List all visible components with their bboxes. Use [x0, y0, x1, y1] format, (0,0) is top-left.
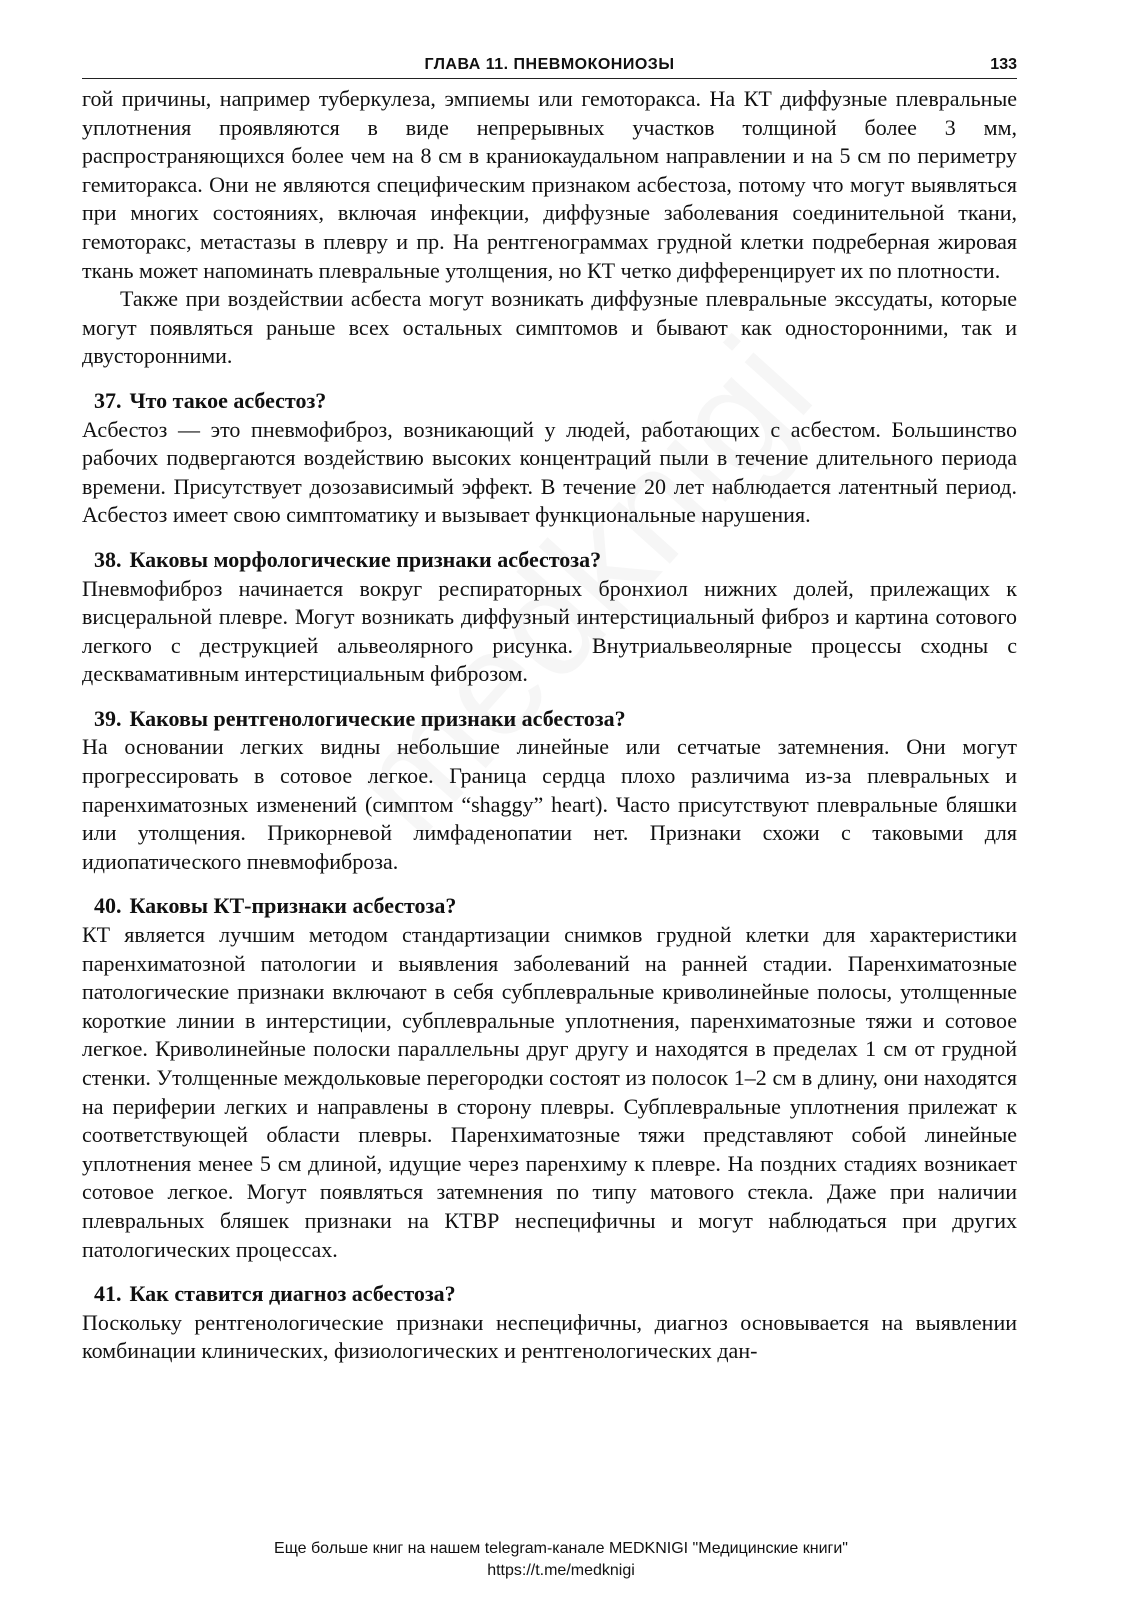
intro-paragraph-2: Также при воздействии асбеста могут возникать диффузные плевральные экссудаты, которые могут появляться раньше всех остальных симптомов и бывают как односторонними, так и двусторонними. [82, 286, 1017, 369]
intro-paragraph-1: гой причины, например туберкулеза, эмпиемы или гемоторакса. На КТ диффузные плевральные уплотнения проявляются в виде непрерывных участков толщиной более 3 мм, распространяющихся более чем на 8 см в краниокаудальном направлении и на 5 см по периметру гемиторакса. Они не являются специфическим признаком асбестоза, потому что могут выявляться при многих состояниях, включая инфекции, диффузные заболевания соединительной ткани, гемоторакс, метастазы в плевру и пр. На рентгенограммах грудной клетки подреберная жировая ткань может напоминать плевральные утолщения, но КТ четко дифференцирует их по плотности. [82, 86, 1017, 283]
answer-paragraph: Асбестоз — это пневмофиброз, возникающий у людей, работающих с асбестом. Большинство рабочих подвергаются воздействию высоких концентраций пыли в течение длительного периода времени. Присутствует дозозависимый эффект. В течение 20 лет наблюдается латентный период. Асбестоз имеет свою симптоматику и вызывает функциональные нарушения. [82, 416, 1017, 528]
section-39 [82, 705, 1017, 877]
question-number: 38. [94, 546, 122, 572]
footer-line-1: Еще больше книг на нашем telegram-канале MEDKNIGI "Медицинские книги" [274, 1540, 848, 1557]
question-number: 40. [94, 893, 122, 919]
question-heading [82, 892, 1017, 921]
book-page [82, 52, 1017, 1366]
question-heading [82, 546, 1017, 575]
question-number: 39. [94, 705, 122, 731]
question-text: Что такое асбестоз? [129, 387, 327, 413]
question-number: 41. [94, 1281, 122, 1307]
question-text: Как ставится диагноз асбестоза? [129, 1281, 456, 1307]
question-heading [82, 387, 1017, 416]
question-heading [82, 1280, 1017, 1309]
section-38 [82, 546, 1017, 689]
answer-paragraph: КТ является лучшим методом стандартизации снимков грудной клетки для характеристики паренхиматозной патологии и выявления заболеваний на ранней стадии. Паренхиматозные патологические признаки включают в себя субплевральные криволинейные полосы, утолщенные короткие линии в интерстиции, субплевральные уплотнения, паренхиматозные тяжи и сотовое легкое. Криволинейные полоски параллельны друг другу и находятся в пределах 1 см от грудной стенки. Утолщенные междольковые перегородки состоят из полосок 1–2 см в длину, они находятся на периферии легких и направлены в сторону плевры. Субплевральные уплотнения прилежат к соответствующей области плевры. Паренхиматозные тяжи представляют собой линейные уплотнения менее 5 см длиной, идущие через паренхиму к плевре. На поздних стадиях возникает сотовое легкое. Могут появляться затемнения по типу матового стекла. Даже при наличии плевральных бляшек признаки на КТВР неспецифичны и могут наблюдаться при других патологических процессах. [82, 922, 1017, 1262]
question-text: Каковы КТ-признаки асбестоза? [129, 893, 457, 919]
page-number: 133 [990, 56, 1017, 73]
footer-link[interactable]: https://t.me/medknigi [487, 1562, 635, 1579]
answer-paragraph: На основании легких видны небольшие линейные или сетчатые затемнения. Они могут прогрессировать в сотовое легкое. Граница сердца плохо различима из-за плевральных и паренхиматозных изменений (симптом “shaggy” heart). Часто присутствуют плевральные бляшки или утолщения. Прикорневой лимфаденопатии нет. Признаки схожи с таковыми для идиопатического пневмофиброза. [82, 734, 1017, 874]
chapter-title: ГЛАВА 11. ПНЕВМОКОНИОЗЫ [424, 56, 675, 73]
answer-paragraph: Поскольку рентгенологические признаки неспецифичны, диагноз основывается на выявлении комбинации клинических, физиологических и рентгенологических дан- [82, 1309, 1017, 1364]
page-body [82, 85, 1017, 1366]
footer-promo [0, 1538, 1122, 1582]
question-heading [82, 705, 1017, 734]
section-41 [82, 1280, 1017, 1366]
running-header [82, 52, 1017, 79]
answer-paragraph: Пневмофиброз начинается вокруг респираторных бронхиол нижних долей, прилежащих к висцеральной плевре. Могут возникать диффузный интерстициальный фиброз и картина сотового легкого с деструкцией альвеолярного рисунка. Внутриальвеолярные процессы сходны с десквамативным интерстициальным фиброзом. [82, 575, 1017, 687]
question-text: Каковы морфологические признаки асбестоза? [129, 546, 602, 572]
section-37 [82, 387, 1017, 530]
question-number: 37. [94, 387, 122, 413]
question-text: Каковы рентгенологические признаки асбестоза? [129, 705, 626, 731]
section-40 [82, 892, 1017, 1264]
